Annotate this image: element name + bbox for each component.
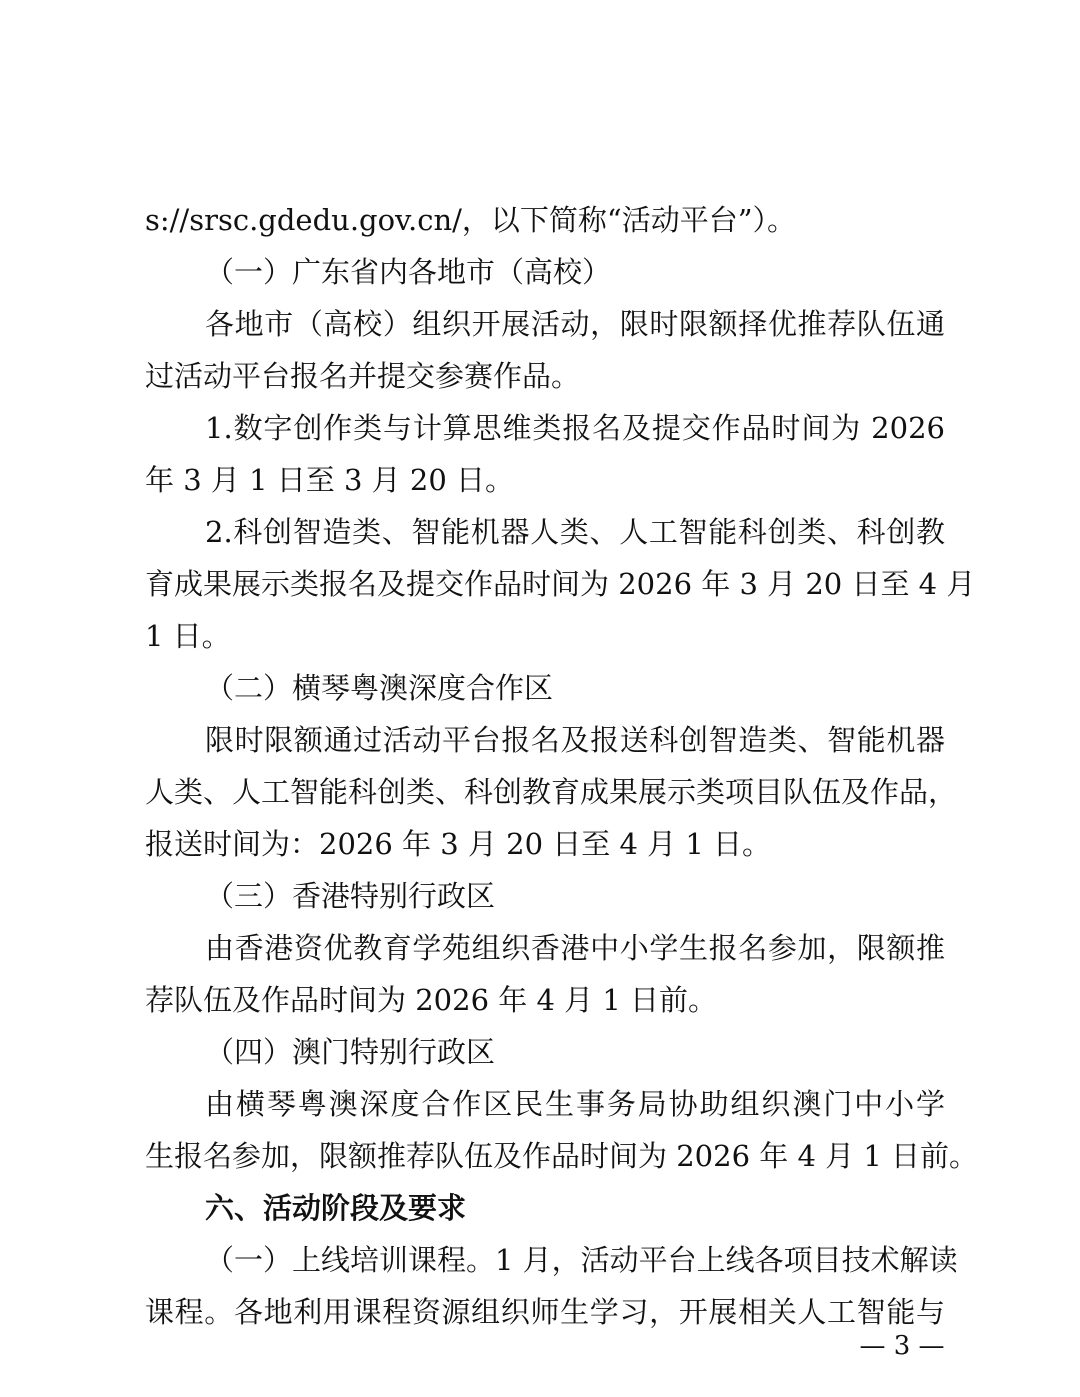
paragraph-line: 年 3 月 1 日至 3 月 20 日。 — [145, 463, 514, 497]
paragraph-line: 课程。各地利用课程资源组织师生学习，开展相关人工智能与 — [145, 1295, 945, 1329]
section-heading-hengqin: （二）横琴粤澳深度合作区 — [205, 671, 554, 705]
paragraph-line: 荐队伍及作品时间为 2026 年 4 月 1 日前。 — [145, 983, 718, 1017]
page-number: — 3 — — [859, 1331, 945, 1361]
section-heading-guangdong: （一）广东省内各地市（高校） — [205, 255, 612, 289]
section-heading-hongkong: （三）香港特别行政区 — [205, 879, 496, 913]
paragraph-line: 1 日。 — [145, 619, 231, 653]
paragraph-line: 1.数字创作类与计算思维类报名及提交作品时间为 2026 — [205, 411, 945, 445]
url-continuation-line: s://srsc.gdedu.gov.cn/，以下简称“活动平台”）。 — [145, 203, 797, 237]
paragraph-line: 报送时间为：2026 年 3 月 20 日至 4 月 1 日。 — [145, 827, 772, 861]
paragraph-line: 各地市（高校）组织开展活动，限时限额择优推荐队伍通 — [205, 307, 945, 341]
paragraph-line: 生报名参加，限额推荐队伍及作品时间为 2026 年 4 月 1 日前。 — [145, 1139, 979, 1173]
paragraph-line: 过活动平台报名并提交参赛作品。 — [145, 359, 581, 393]
paragraph-line: 由香港资优教育学苑组织香港中小学生报名参加，限额推 — [205, 931, 945, 965]
paragraph-line: （一）上线培训课程。1 月，活动平台上线各项目技术解读 — [205, 1243, 958, 1277]
paragraph-line: 2.科创智造类、智能机器人类、人工智能科创类、科创教 — [205, 515, 945, 549]
paragraph-line: 由横琴粤澳深度合作区民生事务局协助组织澳门中小学 — [205, 1087, 945, 1121]
paragraph-line: 育成果展示类报名及提交作品时间为 2026 年 3 月 20 日至 4 月 — [145, 567, 976, 601]
chapter-heading-stages: 六、活动阶段及要求 — [205, 1191, 467, 1225]
paragraph-line: 限时限额通过活动平台报名及报送科创智造类、智能机器 — [205, 723, 945, 757]
paragraph-line: 人类、人工智能科创类、科创教育成果展示类项目队伍及作品， — [145, 775, 958, 809]
section-heading-macau: （四）澳门特别行政区 — [205, 1035, 496, 1069]
